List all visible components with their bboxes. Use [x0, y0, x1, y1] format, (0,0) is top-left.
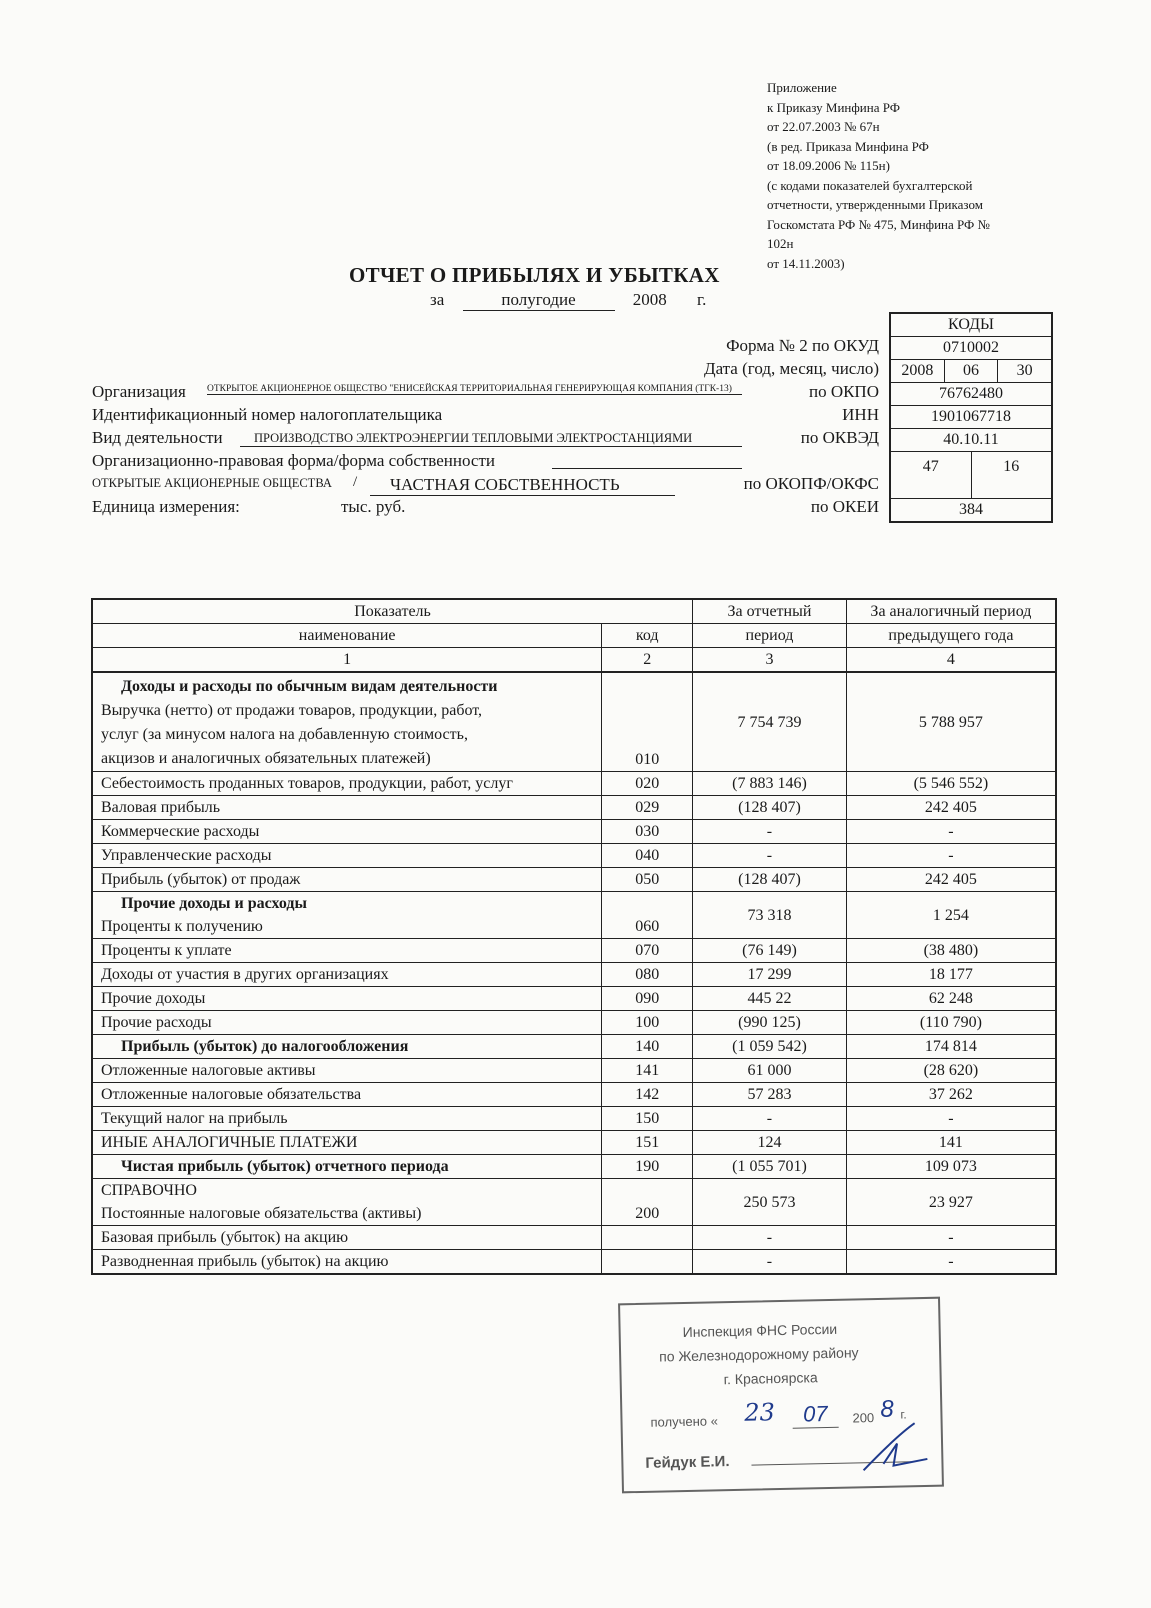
row-code: 029: [602, 796, 693, 820]
okopf-okfs-code: [891, 451, 1051, 498]
activity-value: ПРОИЗВОДСТВО ЭЛЕКТРОЭНЕРГИИ ТЕПЛОВЫМИ ЭЛЕКТРОСТАНЦИЯМИ: [240, 431, 742, 447]
row-name-text: Постоянные налоговые обязательства (активы): [101, 1205, 422, 1222]
row-name: Валовая прибыль: [92, 796, 602, 820]
stamp-line-3: г. Красноярска: [723, 1369, 818, 1388]
appendix-line: Приложение: [767, 80, 837, 95]
row-code: 070: [602, 939, 693, 963]
okved-code: 40.10.11: [891, 428, 1051, 451]
row-code: 050: [602, 868, 693, 892]
stamp-year-prefix: 200: [852, 1410, 875, 1426]
row-name: ИНЫЕ АНАЛОГИЧНЫЕ ПЛАТЕЖИ: [92, 1131, 602, 1155]
table-row: [92, 892, 1056, 939]
legal-form-underline: [552, 468, 742, 469]
row-prev: (28 620): [846, 1059, 1056, 1083]
report-period: [430, 290, 706, 311]
stamp-line-2: по Железнодорожному району: [659, 1344, 859, 1365]
row-cur: (128 407): [693, 868, 847, 892]
row-prev: (38 480): [846, 939, 1056, 963]
header-prev-2: предыдущего года: [846, 624, 1056, 648]
row-name: Разводненная прибыль (убыток) на акцию: [92, 1250, 602, 1275]
appendix-line: к Приказу Минфина РФ: [767, 99, 901, 115]
table-row: [92, 1107, 1056, 1131]
row-prev: 1 254: [846, 892, 1056, 939]
row-cur: 61 000: [693, 1059, 847, 1083]
row-name: [92, 1179, 602, 1226]
appendix-line: (в ред. Приказа Минфина РФ: [767, 138, 929, 154]
row-prev: 242 405: [846, 868, 1056, 892]
stamp-year-digit: 8: [880, 1395, 894, 1423]
row-cur: -: [693, 844, 847, 868]
appendix-line: отчетности, утвержденными Приказом: [767, 197, 983, 212]
header-name: наименование: [92, 624, 602, 648]
row-name: Себестоимость проданных товаров, продукции, работ, услуг: [92, 772, 602, 796]
table-row: [92, 844, 1056, 868]
row-code: 200: [602, 1179, 693, 1226]
row-cur: 445 22: [693, 987, 847, 1011]
date-code: [891, 359, 1051, 382]
row-code: 020: [602, 772, 693, 796]
row-code: 040: [602, 844, 693, 868]
revenue-cur: 7 754 739: [693, 672, 847, 772]
section-ordinary: Доходы и расходы по обычным видам деятельности: [121, 678, 498, 695]
signature-icon: [853, 1419, 934, 1481]
revenue-line-1: Выручка (нетто) от продажи товаров, продукции, работ,: [101, 702, 483, 719]
sprav-label: СПРАВОЧНО: [101, 1182, 197, 1199]
label-okved: по ОКВЭД: [800, 428, 879, 447]
col-num-3: 3: [693, 648, 847, 673]
row-name-text: Проценты к получению: [101, 918, 263, 935]
row-name: Чистая прибыль (убыток) отчетного периода: [92, 1155, 602, 1179]
row-prev: -: [846, 820, 1056, 844]
for-label: за: [430, 290, 445, 309]
appendix-line: от 22.07.2003 № 67н: [767, 119, 880, 134]
codes-header: КОДЫ: [948, 316, 994, 333]
row-name: Проценты к уплате: [92, 939, 602, 963]
date-year: 2008: [901, 362, 934, 379]
row-prev: -: [846, 1250, 1056, 1275]
okei-code: 384: [891, 498, 1051, 521]
label-organization: Организация: [92, 382, 186, 401]
table-row: [92, 1226, 1056, 1250]
label-okei: по ОКЕИ: [810, 497, 879, 516]
row-cur: (128 407): [693, 796, 847, 820]
row-cur: 124: [693, 1131, 847, 1155]
row-code: 140: [602, 1035, 693, 1059]
row-cur: (7 883 146): [693, 772, 847, 796]
row-code: 100: [602, 1011, 693, 1035]
tax-inspection-stamp: [618, 1297, 944, 1494]
okpo-code: 76762480: [891, 382, 1051, 405]
header-indicator: Показатель: [92, 599, 693, 624]
table-row: [92, 672, 1056, 772]
row-prev: 23 927: [846, 1179, 1056, 1226]
appendix-line: 102н: [767, 236, 794, 251]
row-name: Базовая прибыль (убыток) на акцию: [92, 1226, 602, 1250]
label-activity: Вид деятельности: [92, 428, 223, 447]
stamp-day: 23: [744, 1398, 776, 1427]
row-code: 090: [602, 987, 693, 1011]
row-code: 142: [602, 1083, 693, 1107]
appendix-line: от 14.11.2003): [767, 255, 845, 271]
ownership-value: ЧАСТНАЯ СОБСТВЕННОСТЬ: [370, 475, 675, 496]
header-current: За отчетный: [693, 599, 847, 624]
stamp-person: Гейдук Е.И.: [645, 1453, 730, 1472]
legal-form-value: ОТКРЫТЫЕ АКЦИОНЕРНЫЕ ОБЩЕСТВА: [92, 476, 332, 490]
stamp-line-1: Инспекция ФНС России: [682, 1320, 838, 1341]
stamp-received: получено «: [650, 1413, 719, 1430]
row-name: Текущий налог на прибыль: [92, 1107, 602, 1131]
revenue-name: [92, 672, 602, 772]
revenue-prev: 5 788 957: [846, 672, 1056, 772]
okopf-code: 47: [922, 458, 939, 475]
row-name: Отложенные налоговые обязательства: [92, 1083, 602, 1107]
table-row: [92, 1011, 1056, 1035]
table-row: [92, 1035, 1056, 1059]
label-unit: Единица измерения:: [92, 497, 240, 516]
header-prev: За аналогичный период: [846, 599, 1056, 624]
appendix-line: от 18.09.2006 № 115н): [767, 158, 890, 173]
row-prev: 109 073: [846, 1155, 1056, 1179]
row-prev: -: [846, 1107, 1056, 1131]
col-num-2: 2: [602, 648, 693, 673]
table-row: [92, 1155, 1056, 1179]
row-cur: (1 059 542): [693, 1035, 847, 1059]
row-cur: 17 299: [693, 963, 847, 987]
row-code: [602, 1250, 693, 1275]
row-cur: -: [693, 820, 847, 844]
profit-loss-table: [91, 598, 1057, 1275]
year-suffix: г.: [697, 290, 707, 309]
table-row: [92, 963, 1056, 987]
row-prev: 141: [846, 1131, 1056, 1155]
row-code: 141: [602, 1059, 693, 1083]
table-row: [92, 939, 1056, 963]
row-code: 151: [602, 1131, 693, 1155]
row-name: Коммерческие расходы: [92, 820, 602, 844]
table-row: [92, 1179, 1056, 1226]
table-row: [92, 1131, 1056, 1155]
row-code: [602, 1226, 693, 1250]
header-code: код: [602, 624, 693, 648]
label-inn: ИНН: [842, 405, 879, 424]
year-value: 2008: [632, 290, 667, 309]
date-day: 30: [997, 360, 1051, 382]
table-row: [92, 868, 1056, 892]
col-num-4: 4: [846, 648, 1056, 673]
row-prev: 242 405: [846, 796, 1056, 820]
row-name: [92, 892, 602, 939]
table-row: [92, 1059, 1056, 1083]
row-code: 060: [602, 892, 693, 939]
row-name: Прибыль (убыток) от продаж: [92, 868, 602, 892]
table-row: [92, 1250, 1056, 1275]
row-prev: 62 248: [846, 987, 1056, 1011]
row-prev: -: [846, 844, 1056, 868]
header-current-2: период: [693, 624, 847, 648]
row-name: Доходы от участия в других организациях: [92, 963, 602, 987]
table-row: [92, 772, 1056, 796]
row-name: Отложенные налоговые активы: [92, 1059, 602, 1083]
row-cur: 73 318: [693, 892, 847, 939]
row-cur: -: [693, 1226, 847, 1250]
row-prev: -: [846, 1226, 1056, 1250]
row-code: 150: [602, 1107, 693, 1131]
row-cur: (990 125): [693, 1011, 847, 1035]
inn-code: 1901067718: [891, 405, 1051, 428]
stamp-month: 07: [792, 1401, 839, 1429]
row-name: Управленческие расходы: [92, 844, 602, 868]
appendix-line: (с кодами показателей бухгалтерской: [767, 177, 973, 193]
row-cur: -: [693, 1250, 847, 1275]
row-cur: (1 055 701): [693, 1155, 847, 1179]
stamp-year-suffix: г.: [900, 1407, 907, 1422]
table-row: [92, 987, 1056, 1011]
row-code: 080: [602, 963, 693, 987]
label-okpo: по ОКПО: [808, 382, 879, 401]
row-prev: (110 790): [846, 1011, 1056, 1035]
label-form-okud: Форма № 2 по ОКУД: [726, 336, 879, 355]
appendix-line: Госкомстата РФ № 475, Минфина РФ №: [767, 216, 990, 232]
date-month: 06: [944, 360, 998, 382]
revenue-line-3: акцизов и аналогичных обязательных платежей): [101, 750, 431, 767]
report-title: ОТЧЕТ О ПРИБЫЛЯХ И УБЫТКАХ: [349, 263, 720, 287]
col-num-1: 1: [92, 648, 602, 673]
label-legal-form: Организационно-правовая форма/форма собственности: [92, 451, 495, 470]
table-row: [92, 1083, 1056, 1107]
row-cur: -: [693, 1107, 847, 1131]
row-prev: 37 262: [846, 1083, 1056, 1107]
row-name: Прочие доходы: [92, 987, 602, 1011]
row-prev: 174 814: [846, 1035, 1056, 1059]
label-taxpayer-id: Идентификационный номер налогоплательщика: [92, 405, 443, 424]
codes-box: [889, 312, 1053, 523]
revenue-line-2: услуг (за минусом налога на добавленную стоимость,: [101, 726, 468, 743]
period-value: полугодие: [463, 290, 615, 311]
section-other: Прочие доходы и расходы: [121, 895, 308, 912]
table-row: [92, 820, 1056, 844]
okud-code: 0710002: [891, 336, 1051, 359]
table-row: [92, 796, 1056, 820]
row-code: 190: [602, 1155, 693, 1179]
okfs-code: 16: [971, 452, 1052, 498]
row-cur: (76 149): [693, 939, 847, 963]
legal-form-slash: /: [353, 474, 358, 490]
row-prev: (5 546 552): [846, 772, 1056, 796]
revenue-code: 010: [602, 672, 693, 772]
label-date: Дата (год, месяц, число): [703, 359, 879, 378]
row-cur: 250 573: [693, 1179, 847, 1226]
organization-value: ОТКРЫТОЕ АКЦИОНЕРНОЕ ОБЩЕСТВО "ЕНИСЕЙСКАЯ ТЕРРИТОРИАЛЬНАЯ ГЕНЕРИРУЮЩАЯ КОМПАНИЯ (ТГК-13): [207, 384, 742, 395]
row-name: Прибыль (убыток) до налогообложения: [92, 1035, 602, 1059]
appendix-note: [767, 78, 1057, 273]
unit-value: тыс. руб.: [341, 497, 406, 516]
row-name: Прочие расходы: [92, 1011, 602, 1035]
row-cur: 57 283: [693, 1083, 847, 1107]
row-prev: 18 177: [846, 963, 1056, 987]
label-okopf: по ОКОПФ/ОКФС: [743, 474, 879, 493]
row-code: 030: [602, 820, 693, 844]
